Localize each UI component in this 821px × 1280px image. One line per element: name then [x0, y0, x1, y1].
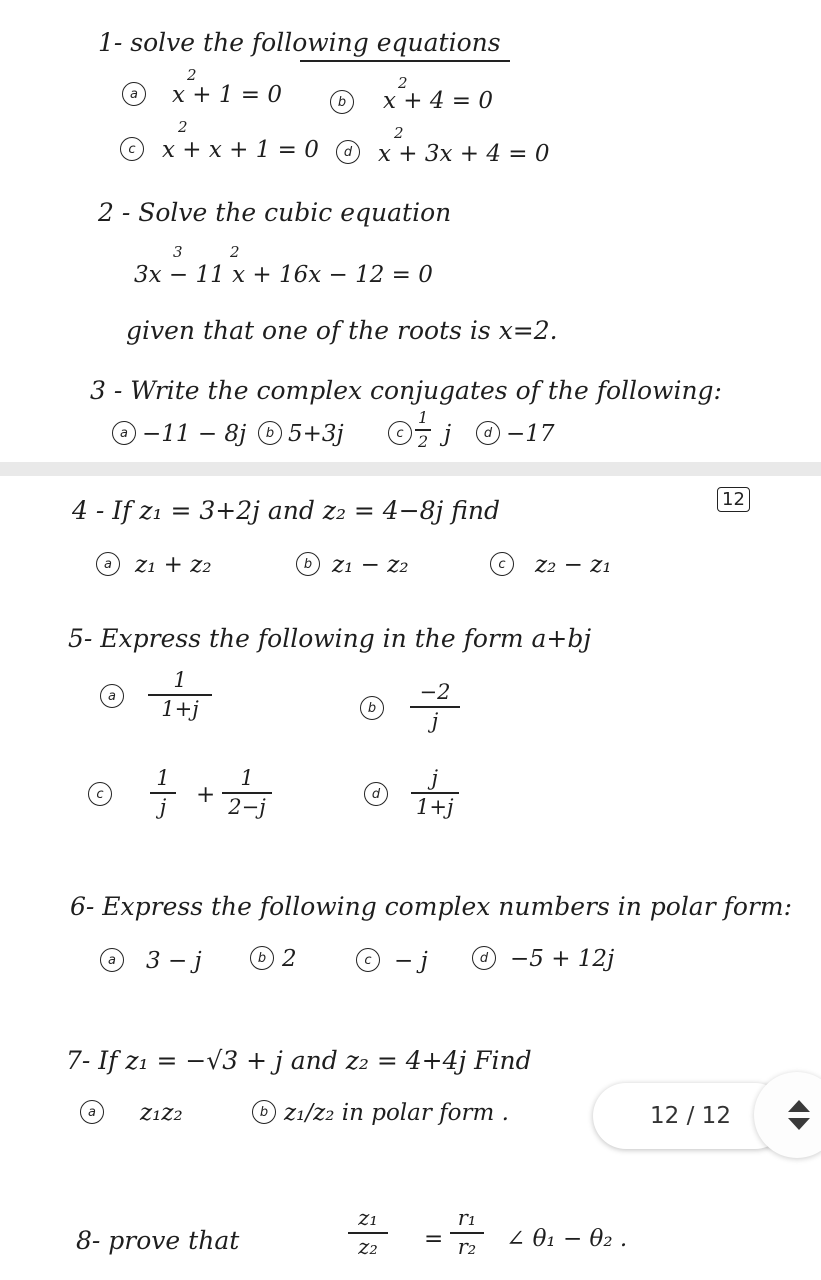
- triangle-up-icon[interactable]: [788, 1100, 810, 1112]
- q7-a-expression: z₁z₂: [140, 1100, 183, 1126]
- q5-a-denominator: 1+j: [161, 696, 199, 721]
- q3-heading: 3 - Write the complex conjugates of the following:: [90, 376, 722, 405]
- q6-a-expression: 3 − j: [146, 948, 202, 974]
- q6-heading: 6- Express the following complex numbers in polar form:: [70, 892, 792, 921]
- q5-a-fraction: [148, 670, 212, 720]
- q1-b-expression: x + 4 = 0: [383, 88, 494, 114]
- page-indicator[interactable]: 12 / 12: [593, 1083, 788, 1149]
- q1-d-expression: x + 3x + 4 = 0: [378, 141, 550, 167]
- q5-c-fraction-bar-2: [222, 792, 272, 794]
- q3-c-fraction: [412, 410, 434, 450]
- q3-a-expression: −11 − 8j: [142, 421, 247, 447]
- q3-c-suffix: j: [444, 421, 452, 447]
- document-page-bottom: [0, 476, 821, 1280]
- q7-b-expression: z₁/z₂ in polar form .: [284, 1100, 509, 1126]
- q5-d-fraction: [410, 768, 459, 818]
- q5-d-label: d: [364, 782, 388, 806]
- q8-rhs-denominator: r₂: [457, 1234, 477, 1259]
- q3-c-denominator: 2: [418, 431, 429, 451]
- q4-a-label: a: [96, 552, 120, 576]
- q5-b-numerator: −2: [419, 680, 451, 704]
- q8-rhs-fraction-bar: [450, 1232, 484, 1234]
- q3-d-label: d: [476, 421, 500, 445]
- q2-given: given that one of the roots is x=2.: [126, 316, 558, 345]
- q8-lhs-fraction-bar: [348, 1232, 388, 1234]
- q6-d-expression: −5 + 12j: [510, 946, 615, 972]
- q8-rhs-fraction: [450, 1208, 484, 1258]
- q4-b-expression: z₁ − z₂: [332, 552, 409, 578]
- q6-a-label: a: [100, 948, 124, 972]
- q5-a-label: a: [100, 684, 124, 708]
- q3-b-expression: 5+3j: [288, 421, 344, 447]
- q4-a-expression: z₁ + z₂: [135, 552, 212, 578]
- q4-c-expression: z₂ − z₁: [535, 552, 612, 578]
- triangle-down-icon[interactable]: [788, 1118, 810, 1130]
- q5-c-denominator-1: j: [159, 794, 167, 819]
- q5-c-label: c: [88, 782, 112, 806]
- q5-c-plus: +: [196, 782, 216, 808]
- q1-c-label: c: [120, 137, 144, 161]
- q5-b-fraction-bar: [410, 706, 460, 708]
- q4-c-label: c: [490, 552, 514, 576]
- q8-lhs-fraction: [348, 1208, 388, 1258]
- q8-rhs-numerator: r₁: [457, 1206, 477, 1230]
- q1-heading: 1- solve the following equations: [98, 28, 501, 57]
- q2-exponent-cubic: 3: [173, 243, 183, 261]
- q1-b-exponent: 2: [398, 74, 408, 92]
- q1-c-exponent: 2: [178, 118, 188, 136]
- q6-d-label: d: [472, 946, 496, 970]
- q5-a-numerator: 1: [173, 668, 187, 692]
- q5-d-numerator: j: [431, 766, 438, 790]
- q2-exponent-square: 2: [230, 243, 240, 261]
- q5-c-denominator-2: 2−j: [228, 794, 266, 819]
- q7-a-label: a: [80, 1100, 104, 1124]
- q1-d-exponent: 2: [394, 124, 404, 142]
- q4-heading: 4 - If z₁ = 3+2j and z₂ = 4−8j find: [72, 496, 501, 525]
- document-page-top: [0, 0, 821, 462]
- q1-b-label: b: [330, 90, 354, 114]
- q6-b-label: b: [250, 946, 274, 970]
- q5-c-fraction-2: [222, 768, 272, 818]
- page-number-marker: 12: [717, 487, 750, 512]
- q3-c-numerator: 1: [418, 408, 429, 427]
- q8-lhs-numerator: z₁: [358, 1206, 378, 1230]
- q1-a-label: a: [122, 82, 146, 106]
- q3-c-label: c: [388, 421, 412, 445]
- q5-b-fraction: [410, 682, 460, 732]
- q5-c-numerator-2: 1: [240, 766, 254, 790]
- q8-equals: =: [424, 1226, 444, 1252]
- q1-d-label: d: [336, 140, 360, 164]
- q5-b-label: b: [360, 696, 384, 720]
- q1-c-expression: x + x + 1 = 0: [162, 137, 319, 163]
- q7-b-label: b: [252, 1100, 276, 1124]
- q2-heading: 2 - Solve the cubic equation: [98, 198, 452, 227]
- q8-lhs-denominator: z₂: [358, 1234, 378, 1259]
- q3-b-label: b: [258, 421, 282, 445]
- q6-c-expression: − j: [394, 948, 428, 974]
- q5-heading: 5- Express the following in the form a+bj: [68, 624, 592, 653]
- q5-c-fraction-1: [150, 768, 176, 818]
- q1-a-exponent: 2: [187, 66, 197, 84]
- q5-b-denominator: j: [431, 708, 439, 733]
- q5-c-fraction-bar-1: [150, 792, 176, 794]
- q1-a-expression: x + 1 = 0: [172, 82, 283, 108]
- q1-underline: [300, 60, 510, 62]
- q2-equation: 3x − 11 x + 16x − 12 = 0: [134, 262, 433, 288]
- q8-heading: 8- prove that: [76, 1226, 240, 1255]
- q6-c-label: c: [356, 948, 380, 972]
- q5-d-denominator: 1+j: [416, 794, 454, 819]
- q3-a-label: a: [112, 421, 136, 445]
- q7-heading: 7- If z₁ = −√3 + j and z₂ = 4+4j Find: [66, 1046, 532, 1075]
- q5-d-fraction-bar: [411, 792, 459, 794]
- q6-b-expression: 2: [282, 946, 297, 972]
- q5-c-numerator-1: 1: [156, 766, 170, 790]
- q3-c-fraction-bar: [415, 429, 431, 431]
- q8-angle-expression: ∠ θ₁ − θ₂ .: [506, 1226, 628, 1252]
- q3-d-expression: −17: [506, 421, 555, 447]
- q5-a-fraction-bar: [148, 694, 212, 696]
- q4-b-label: b: [296, 552, 320, 576]
